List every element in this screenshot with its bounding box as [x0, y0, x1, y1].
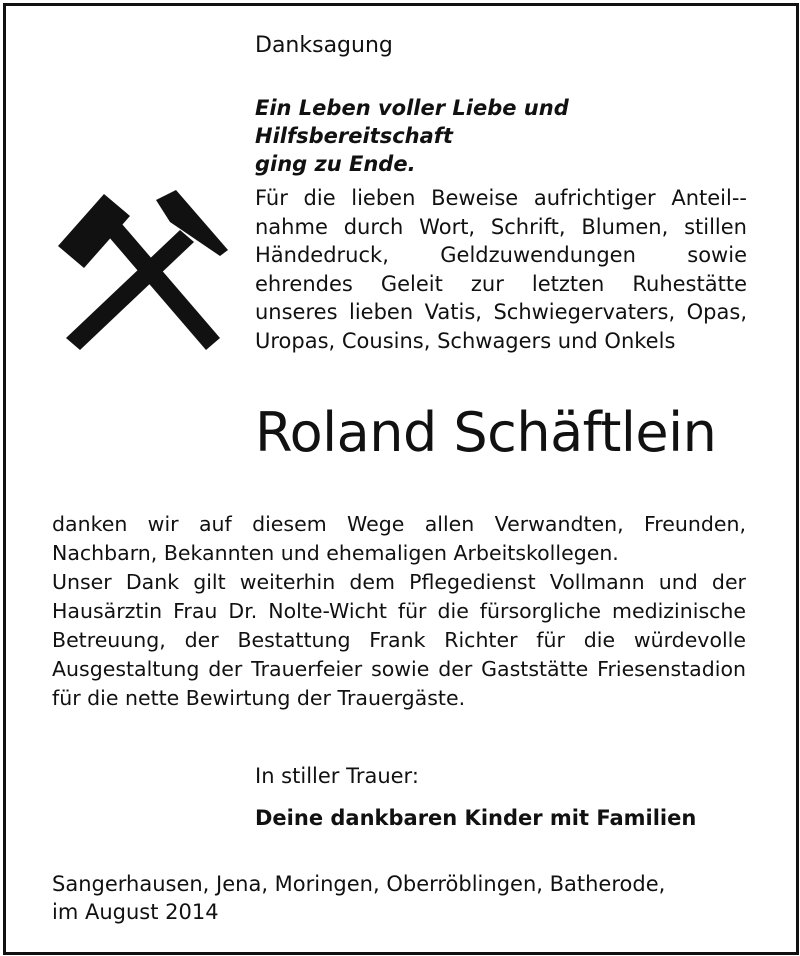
mourning-line: In stiller Trauer: — [255, 764, 419, 788]
motto-line-1: Ein Leben voller Liebe und Hilfsbereitschaft — [255, 96, 569, 148]
deceased-name: Roland Schäftlein — [255, 401, 717, 464]
motto — [255, 94, 755, 178]
body-text — [52, 510, 746, 713]
places-and-date — [52, 870, 665, 926]
signature: Deine dankbaren Kinder mit Familien — [255, 806, 697, 830]
places-line: Sangerhausen, Jena, Moringen, Oberröblingen, Batherode, — [52, 872, 666, 896]
intro-text: Für die lieben Beweise aufrichtiger Anteil-nahme durch Wort, Schrift, Blumen, stillen Händedruck, Geldzuwendungen sowie ehrendes Geleit zur letzten Ruhestätte unseres lieben Vatis, Schwiegervaters, Opas, Uropas, Cousins, Schwagers und Onkels — [255, 186, 747, 353]
date-line: im August 2014 — [52, 900, 219, 924]
notice-heading: Danksagung — [255, 33, 393, 58]
hammer-and-pick-icon — [52, 186, 232, 352]
motto-line-2: ging zu Ende. — [255, 152, 416, 176]
body-paragraph-2: Unser Dank gilt weiterhin dem Pflegedienst Vollmann und der Hausärztin Frau Dr. Nolte-Wicht für die fürsorgliche medizinische Betreuung, der Bestattung Frank Richter für die würdevolle Ausgestaltung der Trauerfeier sowie der Gaststätte Friesenstadion für die nette Bewirtung der Trauergäste. — [52, 570, 746, 710]
body-paragraph-1: danken wir auf diesem Wege allen Verwandten, Freunden, Nachbarn, Bekannten und ehemaligen Arbeitskollegen. — [52, 512, 746, 565]
